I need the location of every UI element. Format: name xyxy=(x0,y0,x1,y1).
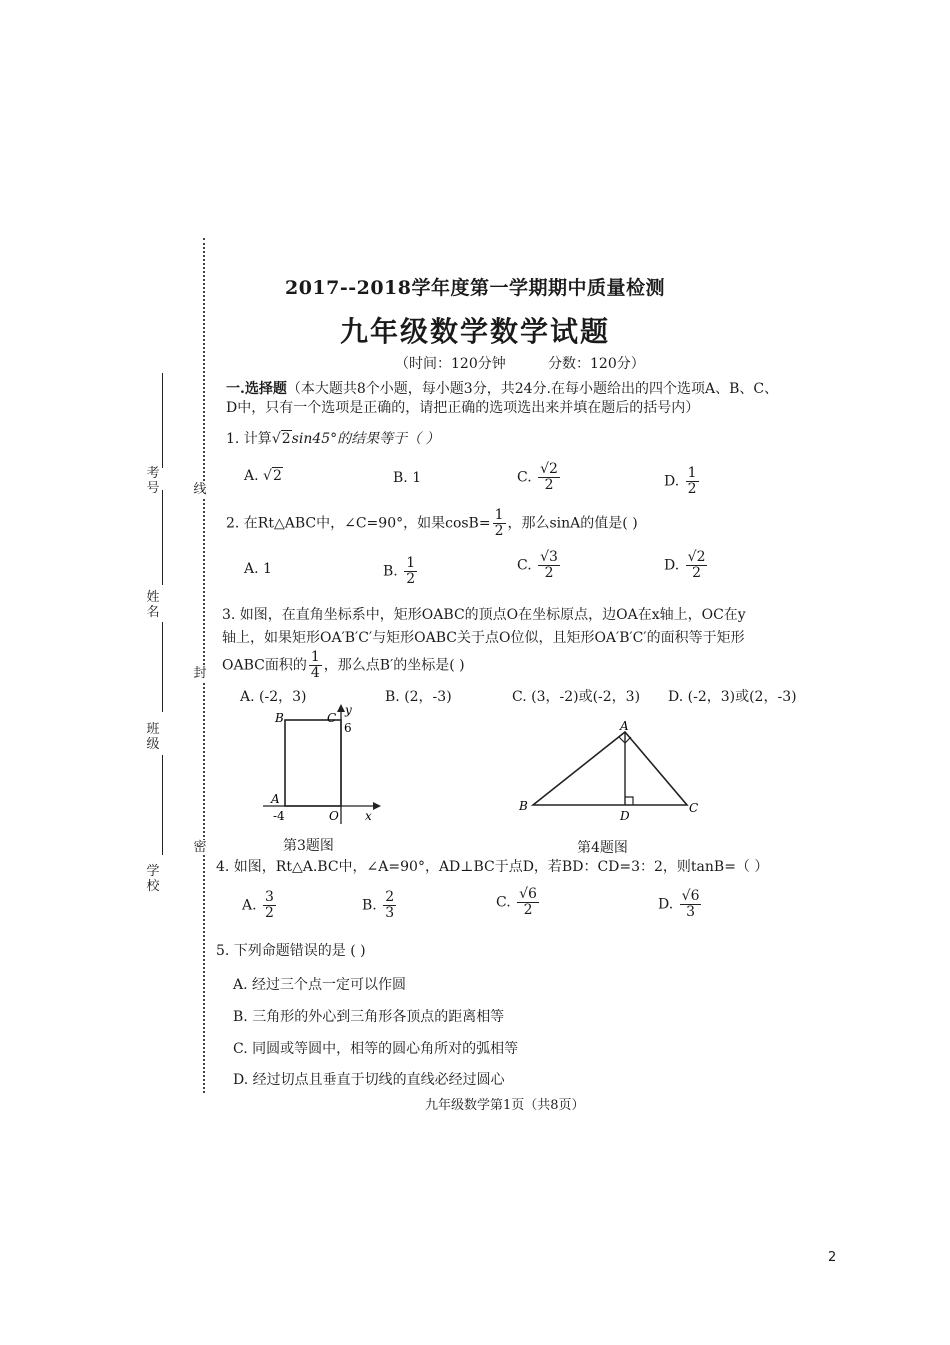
q4-c-label: C. xyxy=(496,894,511,911)
q5-option-c: C. 同圆或等圆中，相等的圆心角所对的弧相等 xyxy=(233,1041,519,1057)
q2-c-num: 3 xyxy=(549,549,558,565)
q2-cos-den: 2 xyxy=(494,523,504,539)
fig3-label-a: A xyxy=(271,792,280,806)
field-label-school: 学校 xyxy=(146,864,160,894)
sqrt-2: √2 xyxy=(271,431,291,447)
q1-option-a xyxy=(244,468,283,484)
q1-option-b xyxy=(393,470,421,486)
q1-option-c: C. $\frac{√2}{2}$ xyxy=(517,461,558,493)
question-5-stem: 5. 下列命题错误的是 ( ) xyxy=(216,943,366,959)
fig3-label-minus4: -4 xyxy=(273,809,285,823)
q3-option-b: B. (2，-3) xyxy=(385,689,452,705)
question-2-stem xyxy=(226,508,638,539)
q3-line-1: 3. 如图，在直角坐标系中，矩形OABC的顶点O在坐标原点，边OA在x轴上，OC在y xyxy=(222,607,746,623)
exam-term-title: 2017--2018学年度第一学期期中质量检测 xyxy=(284,277,666,299)
instructions-line-2: D中，只有一个选项是正确的，请把正确的选项选出来并填在题后的括号内） xyxy=(226,400,700,416)
q3-frac-den: 4 xyxy=(310,665,320,681)
q3-line-2: 轴上，如果矩形OA′B′C′与矩形OABC关于点O位似，且矩形OA′B′C′的面积等于矩形 xyxy=(222,630,745,646)
q1-option-d xyxy=(664,466,701,497)
q4-option-d: D. $\frac{√6}{3}$ xyxy=(658,888,700,920)
q1-d-label: D. xyxy=(664,473,680,490)
fig3-x-arrow xyxy=(373,802,381,810)
q2-a-value: 1 xyxy=(263,561,272,577)
q4-option-a xyxy=(242,890,278,921)
q2-option-c: C. $\frac{√3}{2}$ xyxy=(517,549,558,581)
question-1-stem xyxy=(226,430,440,449)
exam-title: 九年级数学数学试题 xyxy=(339,315,610,348)
q4-option-b xyxy=(362,890,398,921)
fig3-label-o: O xyxy=(329,809,339,823)
field-line-class xyxy=(162,622,163,712)
q2-b-num: 1 xyxy=(406,555,416,571)
q2-d-num: 2 xyxy=(696,549,706,565)
q2-a-label: A. xyxy=(244,561,259,577)
field-label-class: 班级 xyxy=(146,722,160,752)
q3-option-d: D. (-2，3)或(2，-3) xyxy=(668,689,797,705)
exam-time: （时间：120分钟 xyxy=(395,356,506,372)
fig3-label-c: C xyxy=(327,711,337,725)
q4-b-label: B. xyxy=(362,897,377,914)
q2-c-label: C. xyxy=(517,557,532,574)
q3-option-c: C. (3，-2)或(-2，3) xyxy=(512,689,641,705)
fig3-rectangle xyxy=(285,720,341,806)
field-label-exam-number: 考号 xyxy=(146,466,160,496)
q4-d-label: D. xyxy=(658,896,674,913)
q1-c-den: 2 xyxy=(544,477,554,493)
field-line-exam-number xyxy=(162,373,163,468)
section-instructions xyxy=(226,380,826,418)
q1-c-num: 2 xyxy=(549,461,558,477)
q4-option-c: C. $\frac{√6}{2}$ xyxy=(496,886,537,918)
fig4-label-b: B xyxy=(519,799,528,813)
fig4-label-a: A xyxy=(620,720,629,733)
q1-prefix: 1. 计算 xyxy=(226,431,272,447)
q2-option-a xyxy=(244,561,272,577)
field-line-name xyxy=(162,490,163,585)
fig3-label-6: 6 xyxy=(344,721,352,735)
q2-c-den: 2 xyxy=(544,565,554,581)
q2-stem-2: ，那么sinA的值是( ) xyxy=(507,515,638,532)
q5-option-d: D. 经过切点且垂直于切线的直线必经过圆心 xyxy=(233,1072,505,1088)
q4-c-num: 6 xyxy=(528,886,537,902)
q2-stem-1: 2. 在Rt△ABC中，∠C=90°，如果cosB= xyxy=(226,515,491,532)
q4-c-den: 2 xyxy=(523,902,533,918)
q5-option-a: A. 经过三个点一定可以作圆 xyxy=(233,977,407,993)
q1-c-label: C. xyxy=(517,469,532,486)
fig3-y-arrow xyxy=(337,704,345,712)
q1-a-label: A. xyxy=(244,468,259,484)
page-number: 2 xyxy=(828,1250,837,1265)
q4-d-den: 3 xyxy=(686,904,696,920)
q2-option-b xyxy=(383,556,419,587)
q1-d-num: 1 xyxy=(687,465,697,481)
q2-d-label: D. xyxy=(664,557,680,574)
q3-line-3a: OABC面积的 xyxy=(222,657,307,674)
q3-option-a: A. (-2，3) xyxy=(240,689,307,705)
q2-d-den: 2 xyxy=(692,565,702,581)
q1-expression: sin45°的结果等于（ ） xyxy=(291,431,440,447)
q2-option-d: D. $\frac{√2}{2}$ xyxy=(664,549,706,581)
fig3-label-b: B xyxy=(275,711,284,725)
q4-b-den: 3 xyxy=(385,905,395,921)
seal-mark-secret: 密 xyxy=(188,840,212,855)
question-3-stem xyxy=(222,604,822,681)
q4-a-label: A. xyxy=(242,897,257,914)
field-line-school xyxy=(162,755,163,855)
fig4-label-d: D xyxy=(620,809,630,823)
figure-4-caption: 第4题图 xyxy=(577,840,628,856)
seal-mark-seal: 封 xyxy=(188,666,212,681)
section-heading: 一.选择题 xyxy=(226,381,287,397)
figure-4 xyxy=(515,720,700,825)
q4-a-den: 2 xyxy=(265,905,274,921)
q1-b-label: B. xyxy=(393,470,408,486)
q4-b-num: 2 xyxy=(385,889,395,905)
q1-d-den: 2 xyxy=(687,481,697,497)
q1-a-radicand: 2 xyxy=(272,468,282,484)
q2-b-label: B. xyxy=(383,563,398,580)
figure-3 xyxy=(255,700,385,830)
q2-cos-num: 1 xyxy=(494,507,504,523)
q1-a-sqrt: √2 xyxy=(263,468,282,484)
exam-score: 分数：120分） xyxy=(548,356,645,372)
question-4-stem: 4. 如图，Rt△A.BC中，∠A=90°，AD⊥BC于点D，若BD：CD=3：2，则tanB=（ ） xyxy=(216,859,769,875)
fig4-label-c: C xyxy=(689,801,699,815)
field-label-name: 姓名 xyxy=(146,590,160,620)
q5-option-b: B. 三角形的外心到三角形各顶点的距离相等 xyxy=(233,1009,505,1025)
fig4-triangle xyxy=(533,732,687,805)
q3-line-3b: ，那么点B′的坐标是( ) xyxy=(323,657,465,674)
q1-b-value: 1 xyxy=(412,470,422,486)
fig4-right-angle-d xyxy=(625,797,633,805)
q1-radicand: 2 xyxy=(281,431,291,447)
seal-mark-line: 线 xyxy=(188,482,212,497)
instructions-line-1: （本大题共8个小题，每小题3分，共24分.在每小题给出的四个选项A、B、C、 xyxy=(286,381,779,397)
page-info-footer: 九年级数学第1页（共8页） xyxy=(425,1098,585,1113)
q3-frac-num: 1 xyxy=(310,649,320,665)
q4-a-num: 3 xyxy=(265,889,274,905)
q2-b-den: 2 xyxy=(406,571,416,587)
fig3-label-x: x xyxy=(365,809,372,823)
fig3-label-y: y xyxy=(345,703,352,717)
q4-d-num: 6 xyxy=(690,888,700,904)
figure-3-caption: 第3题图 xyxy=(283,838,334,854)
